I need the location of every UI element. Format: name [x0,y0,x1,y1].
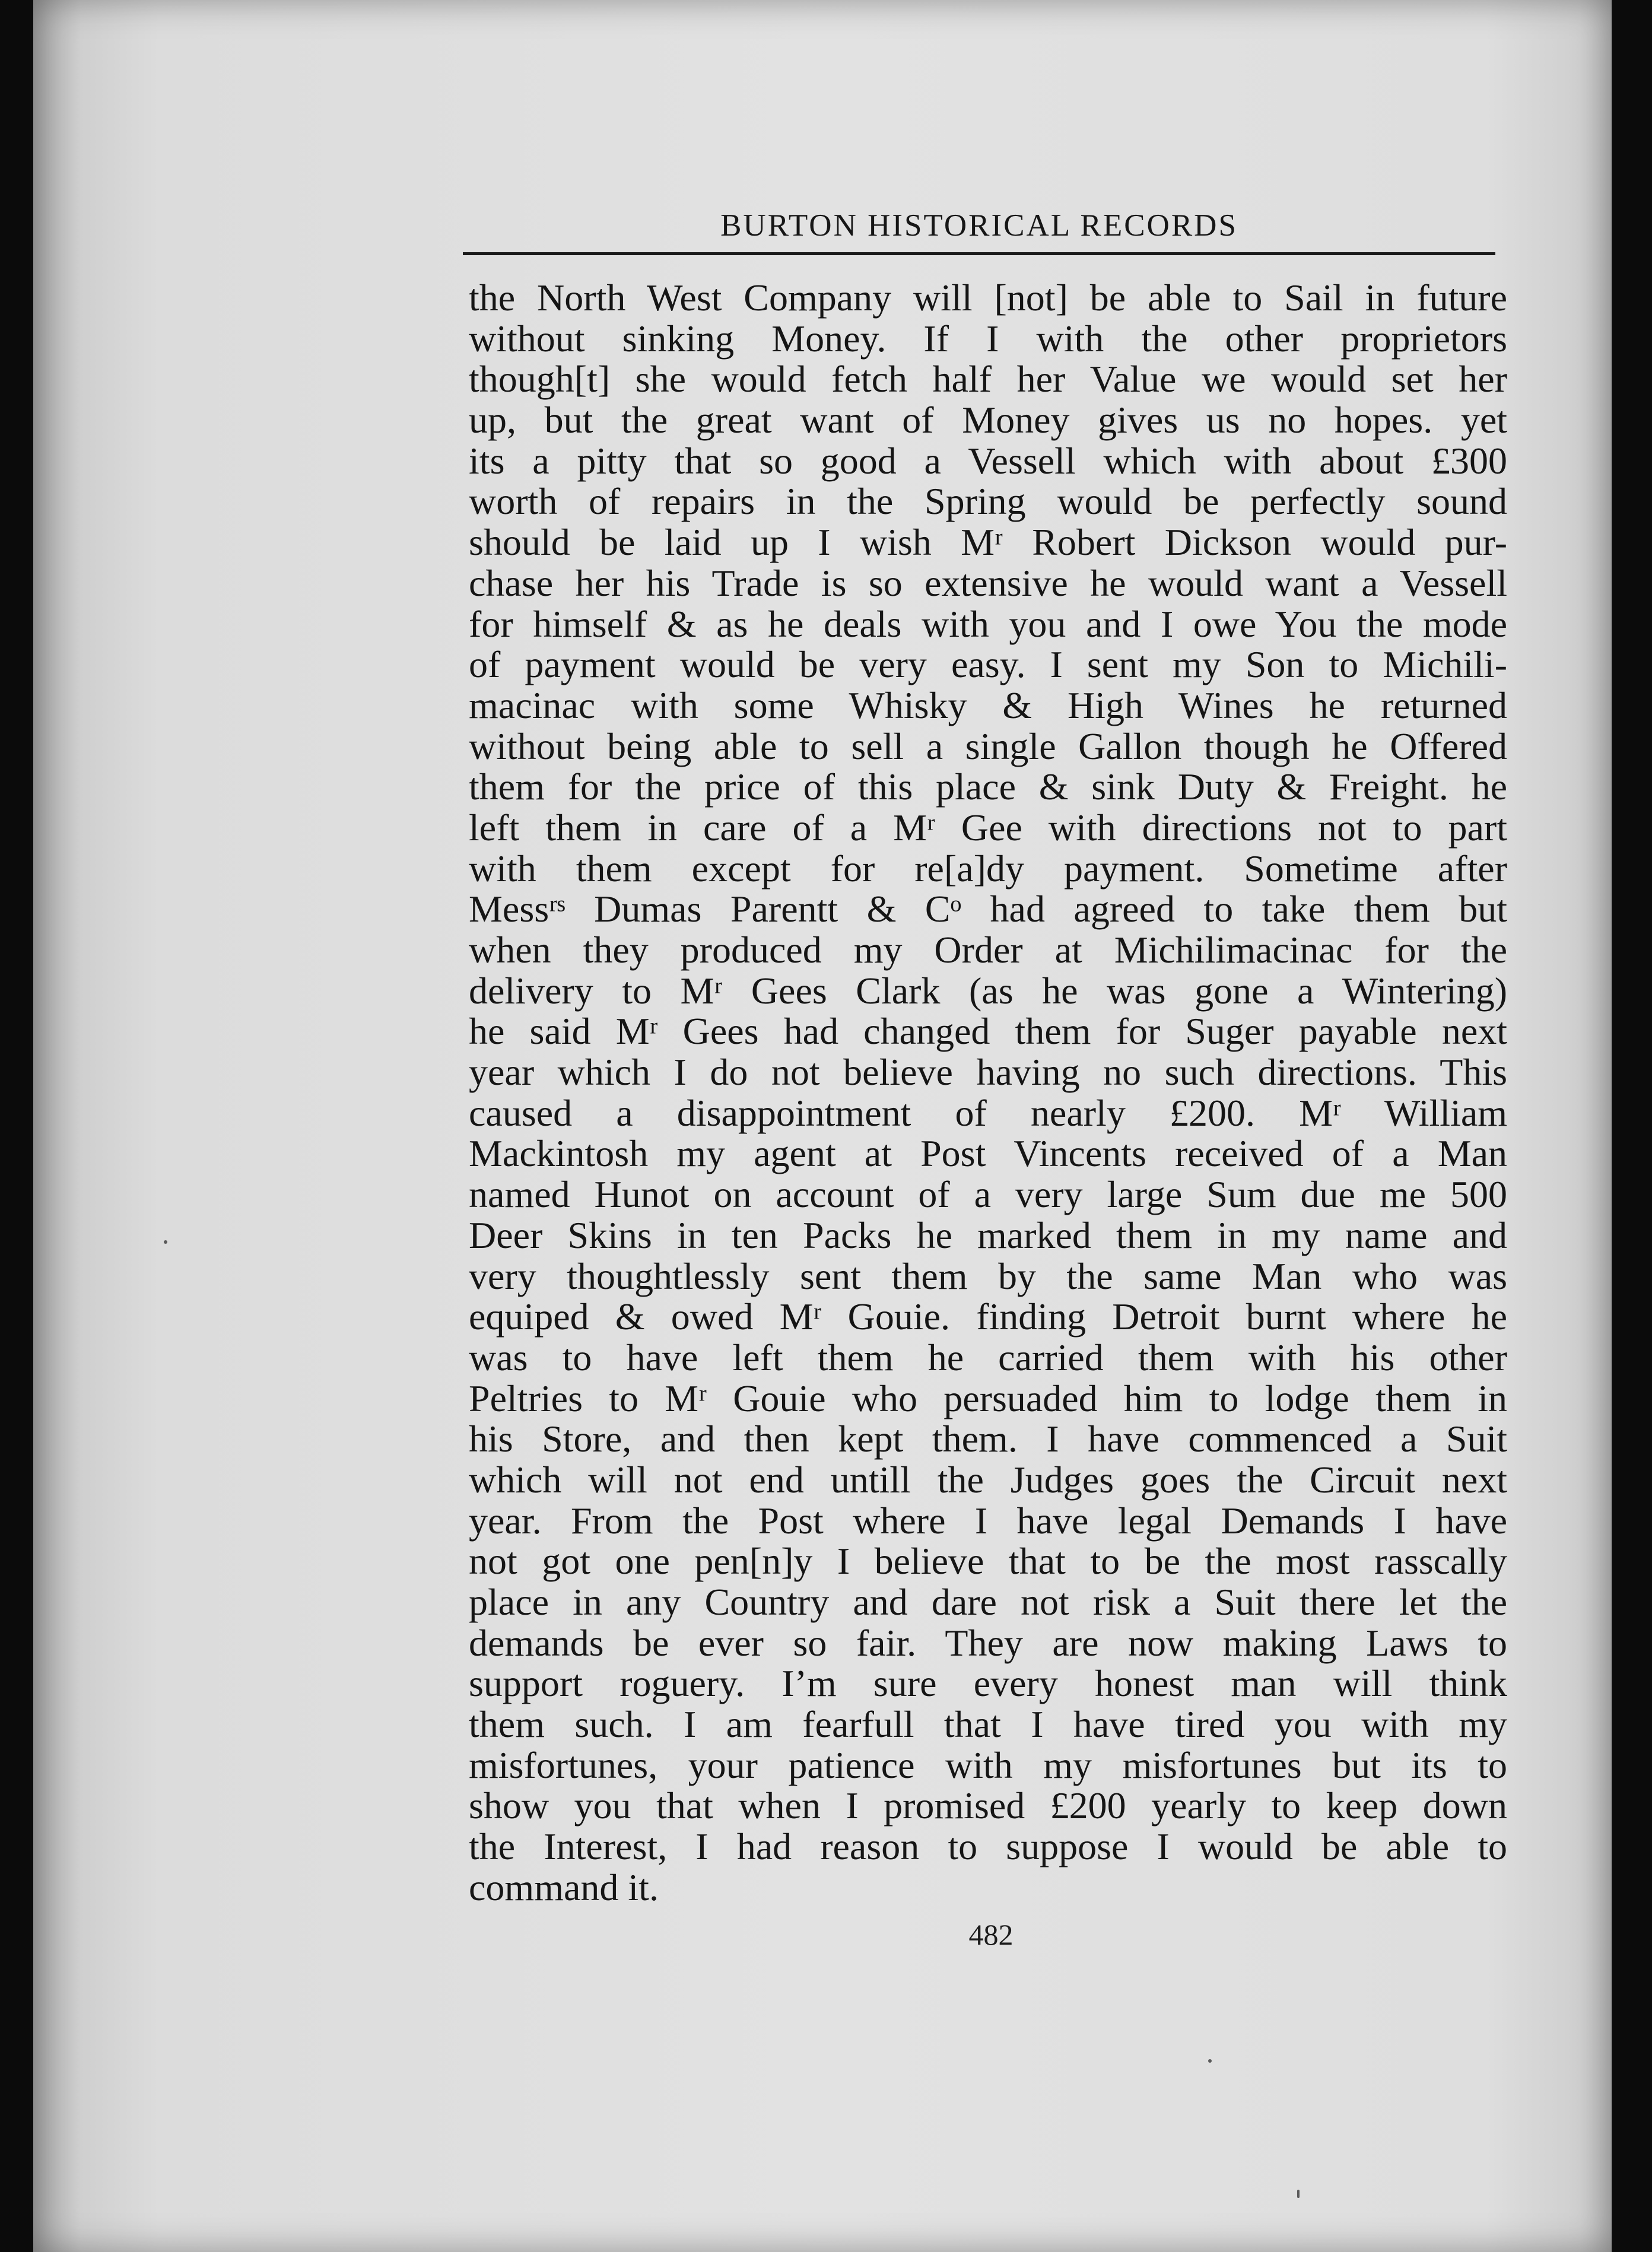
text-line: was to have left them he carried them with his other [469,1336,1507,1378]
text-line: of payment would be very easy. I sent my Son to Michili- [469,643,1507,686]
text-line: when they produced my Order at Michilimacinac for the [469,929,1507,971]
text-line: misfortunes, your patience with my misfortunes but its to [469,1743,1507,1786]
text-line: show you that when I promised £200 yearly to keep down [469,1784,1507,1827]
text-line: which will not end untill the Judges goes the Circuit next [469,1458,1507,1501]
text-line: delivery to Mʳ Gees Clark (as he was gone a Wintering) [469,969,1507,1012]
text-line: without being able to sell a single Gallon though he Offered [469,725,1507,767]
text-line: very thoughtlessly sent them by the same Man who was [469,1254,1507,1297]
text-line: though[t] she would fetch half her Value we would set her [469,358,1507,401]
paper-speck [164,1240,167,1244]
text-line: his Store, and then kept them. I have commenced a Suit [469,1418,1507,1460]
text-line: Mackintosh my agent at Post Vincents received of a Man [469,1132,1507,1175]
text-line: with them except for re[a]dy payment. Sometime after [469,847,1507,890]
text-line: not got one pen[n]y I believe that to be the most rasscally [469,1540,1507,1583]
text-line: without sinking Money. If I with the other proprietors [469,317,1507,360]
text-line: named Hunot on account of a very large Sum due me 500 [469,1173,1507,1216]
text-line: place in any Country and dare not risk a Suit there let the [469,1581,1507,1623]
text-line: year. From the Post where I have legal Demands I have [469,1499,1507,1542]
text-line: he said Mʳ Gees had changed them for Suger payable next [469,1010,1507,1053]
text-line: the Interest, I had reason to suppose I would be able to [469,1825,1507,1868]
text-line: macinac with some Whisky & High Wines he returned [469,684,1507,726]
text-line: support roguery. I’m sure every honest man will think [469,1662,1507,1705]
text-line: Peltries to Mʳ Gouie who persuaded him to lodge them in [469,1377,1507,1419]
text-line: them such. I am fearfull that I have tired you with my [469,1703,1507,1746]
text-line: its a pitty that so good a Vessell which with about £300 [469,439,1507,482]
body-text [469,278,1507,1927]
header-rule [463,252,1495,255]
text-line: chase her his Trade is so extensive he would want a Vessell [469,561,1507,604]
text-line: should be laid up I wish Mʳ Robert Dickson would pur- [469,521,1507,564]
text-line: Messʳˢ Dumas Parentt & Cᵒ had agreed to take them but [469,888,1507,930]
text-line: equiped & owed Mʳ Gouie. finding Detroit burnt where he [469,1295,1507,1338]
text-line: command it. [469,1866,659,1908]
text-line: up, but the great want of Money gives us no hopes. yet [469,399,1507,441]
running-head: BURTON HISTORICAL RECORDS [720,208,1238,243]
text-line: caused a disappointment of nearly £200. Mʳ William [469,1091,1507,1134]
text-line: left them in care of a Mʳ Gee with directions not to part [469,806,1507,849]
text-line: them for the price of this place & sink Duty & Freight. he [469,766,1507,808]
text-line: demands be ever so fair. They are now making Laws to [469,1621,1507,1664]
text-line: the North West Company will [not] be able to Sail in future [469,277,1507,319]
text-line: year which I do not believe having no such directions. This [469,1051,1507,1094]
page-number: 482 [968,1918,1014,1951]
text-line: for himself & as he deals with you and I owe You the mode [469,602,1507,645]
paper-speck [1208,2059,1212,2063]
text-line: Deer Skins in ten Packs he marked them in my name and [469,1214,1507,1256]
paper-speck [1297,2190,1300,2198]
text-line: worth of repairs in the Spring would be perfectly sound [469,480,1507,523]
